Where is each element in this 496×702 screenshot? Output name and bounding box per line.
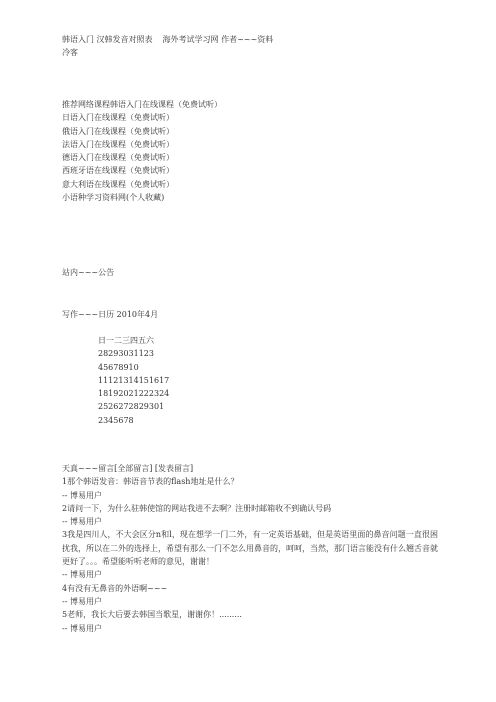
- calendar-grid: [62, 334, 474, 427]
- calendar-week-row[interactable]: 18192021222324: [98, 389, 170, 399]
- header-source: 海外考试学习网 作者~~~资料: [162, 35, 274, 44]
- course-link[interactable]: 德语入门在线课程（免费试听）: [62, 153, 174, 163]
- calendar-week-row[interactable]: 28293031123: [98, 349, 154, 359]
- calendar-title: 写作~~~日历 2010年4月: [62, 310, 159, 319]
- message-author: -- 博易用户: [62, 596, 102, 606]
- message-author: -- 博易用户: [62, 623, 102, 633]
- doc-header: [62, 33, 438, 60]
- header-title: 韩语入门 汉韩发音对照表: [62, 35, 153, 44]
- message-item[interactable]: 1那个韩语发音：韩语音节表的flash地址是什么？: [62, 477, 239, 487]
- course-link[interactable]: 日语入门在线课程（免费试听）: [62, 113, 174, 123]
- course-link[interactable]: 意大利语在线课程（免费试听）: [62, 179, 174, 189]
- calendar-week-row[interactable]: 2345678: [98, 415, 134, 425]
- message-item[interactable]: 5老师，我长大后要去韩国当歌星，谢谢你！.........: [62, 610, 242, 620]
- message-board-header[interactable]: 天真~~~留言[全部留言] [发表留言]: [62, 464, 194, 473]
- calendar-week-row[interactable]: 45678910: [98, 362, 139, 372]
- announcement-title: 站内~~~公告: [62, 268, 115, 277]
- course-link[interactable]: 法语入门在线课程（免费试听）: [62, 139, 174, 149]
- course-link[interactable]: 推荐网络课程韩语入门在线课程（免费试听）: [62, 100, 222, 109]
- course-link[interactable]: 小语种学习资料网(个人收藏): [62, 193, 165, 203]
- calendar-weekday-row: 日一二三四五六: [98, 336, 154, 345]
- header-author: 冷客: [62, 48, 78, 58]
- message-author: -- 博易用户: [62, 517, 102, 527]
- message-author: -- 博易用户: [62, 570, 102, 580]
- message-item[interactable]: 3我是四川人，不大会区分n和l，现在想学一门二外，有一定英语基础，但是英语里面的鼻音问题一直很困扰我，所以在二外的选择上，希望有那么一门不怎么用鼻音的，呵呵，当然，那门语言能没有什么翘舌音就更好了。。。希望能听听老师的意见，谢谢！: [62, 530, 438, 567]
- calendar-week-row[interactable]: 2526272829301: [98, 402, 165, 412]
- course-list: [62, 98, 438, 204]
- announcement: [62, 266, 438, 279]
- calendar: [62, 308, 438, 321]
- calendar-week-row[interactable]: 11121314151617: [98, 375, 170, 385]
- message-board: [62, 462, 438, 635]
- message-item[interactable]: 2请问一下，为什么驻韩使馆的网站我进不去啊？注册时邮箱收不到确认号码: [62, 503, 332, 513]
- message-item[interactable]: 4有没有无鼻音的外语啊~~~: [62, 583, 168, 593]
- course-link[interactable]: 俄语入门在线课程（免费试听）: [62, 126, 174, 136]
- course-link[interactable]: 西班牙语在线课程（免费试听）: [62, 166, 174, 176]
- message-author: -- 博易用户: [62, 490, 102, 500]
